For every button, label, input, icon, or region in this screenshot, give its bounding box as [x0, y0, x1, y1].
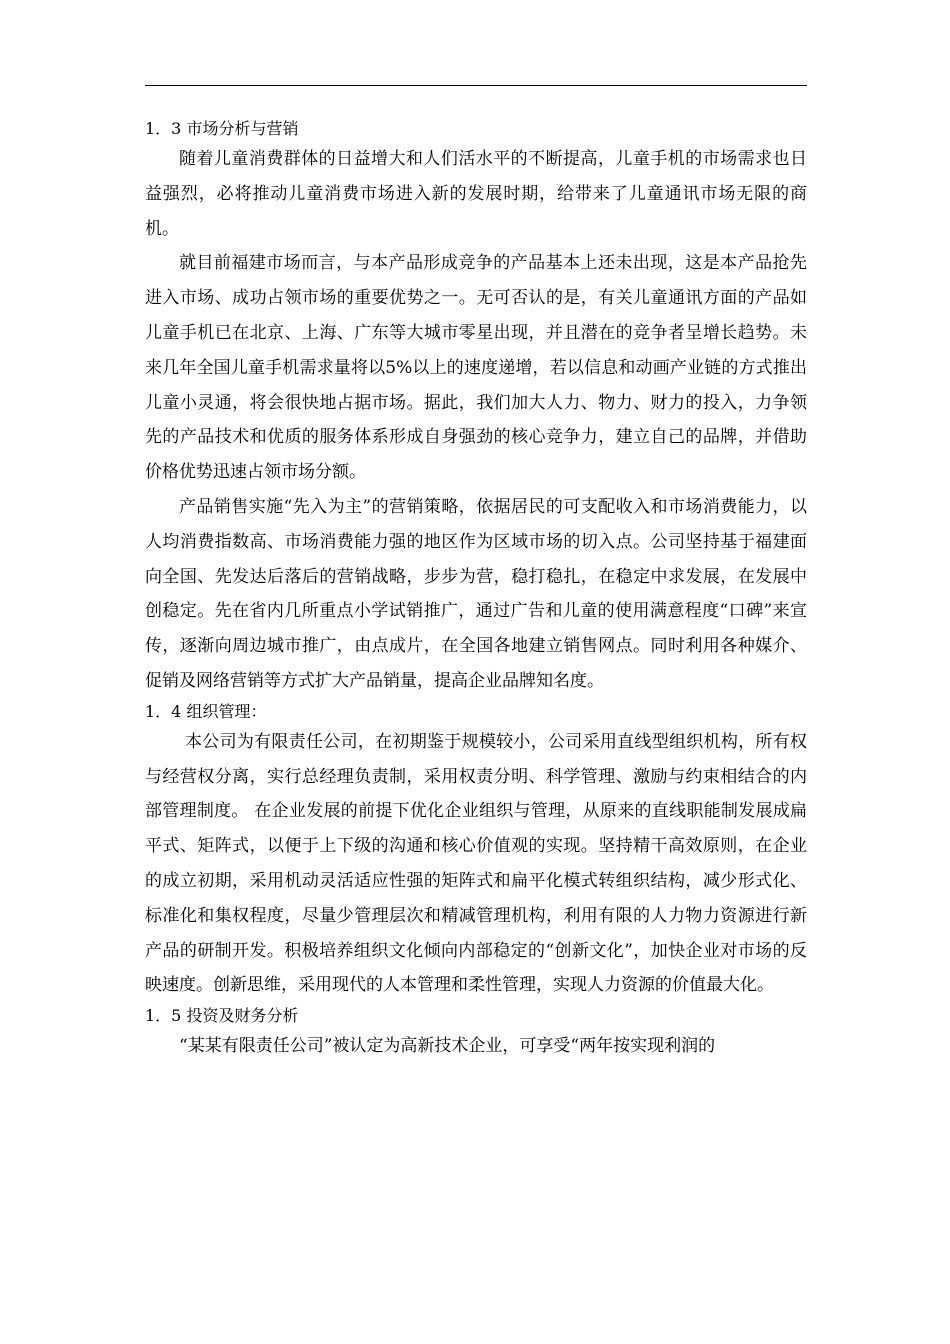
paragraph: 随着儿童消费群体的日益增大和人们活水平的不断提高，儿童手机的市场需求也日益强烈，必将推动儿童消费市场进入新的发展时期，给带来了儿童通讯市场无限的商机。: [145, 149, 807, 239]
section-market-analysis: [145, 116, 807, 699]
paragraph: 就目前福建市场而言，与本产品形成竞争的产品基本上还未出现，这是本产品抢先进入市场、成功占领市场的重要优势之一。无可否认的是，有关儿童通讯方面的产品如儿童手机已在北京、上海、广东等大城市零星出现，并且潜在的竞争者呈增长趋势。未来几年全国儿童手机需求量将以5%以上的速度递增，若以信息和动画产业链的方式推出儿童小灵通，将会很快地占据市场。据此，我们加大人力、物力、财力的投入，力争领先的产品技术和优质的服务体系形成自身强劲的核心竞争力，建立自己的品牌，并借助价格优势迅速占领市场分额。: [145, 253, 807, 483]
section-organization: [145, 699, 807, 1003]
section-heading: 1．5 投资及财务分析: [145, 1006, 299, 1026]
paragraph: “某某有限责任公司”被认定为高新技术企业，可享受“两年按实现利润的: [179, 1036, 716, 1057]
section-heading: 1．4 组织管理：: [145, 701, 267, 721]
section-finance: [145, 1003, 807, 1064]
header-rule: [145, 85, 807, 86]
section-heading: 1．3 市场分析与营销: [145, 119, 299, 138]
document-body: [145, 116, 807, 1064]
paragraph: 本公司为有限责任公司，在初期鉴于规模较小，公司采用直线型组织机构，所有权与经营权分离，实行总经理负责制，采用权责分明、科学管理、激励与约束相结合的内部管理制度。 在企业发展的前提下优化企业组织与管理，从原来的直线职能制发展成扁平式、矩阵式，以便于上下级的沟通和核心价值观的实现。坚持精干高效原则，在企业的成立初期，采用机动灵活适应性强的矩阵式和扁平化模式转组织结构，减少形式化、标准化和集权程度，尽量少管理层次和精减管理机构，利用有限的人力物力资源进行新产品的研制开发。积极培养组织文化倾向内部稳定的“创新文化”，加快企业对市场的反映速度。创新思维，采用现代的人本管理和柔性管理，实现人力资源的价值最大化。: [145, 731, 807, 996]
paragraph: 产品销售实施“先入为主”的营销策略，依据居民的可支配收入和市场消费能力，以人均消费指数高、市场消费能力强的地区作为区域市场的切入点。公司坚持基于福建面向全国、先发达后落后的营销战略，步步为营，稳打稳扎，在稳定中求发展，在发展中创稳定。先在省内几所重点小学试销推广，通过广告和儿童的使用满意程度“口碑”来宣传，逐渐向周边城市推广，由点成片，在全国各地建立销售网点。同时利用各种媒介、促销及网络营销等方式扩大产品销量，提高企业品牌知名度。: [145, 496, 807, 691]
